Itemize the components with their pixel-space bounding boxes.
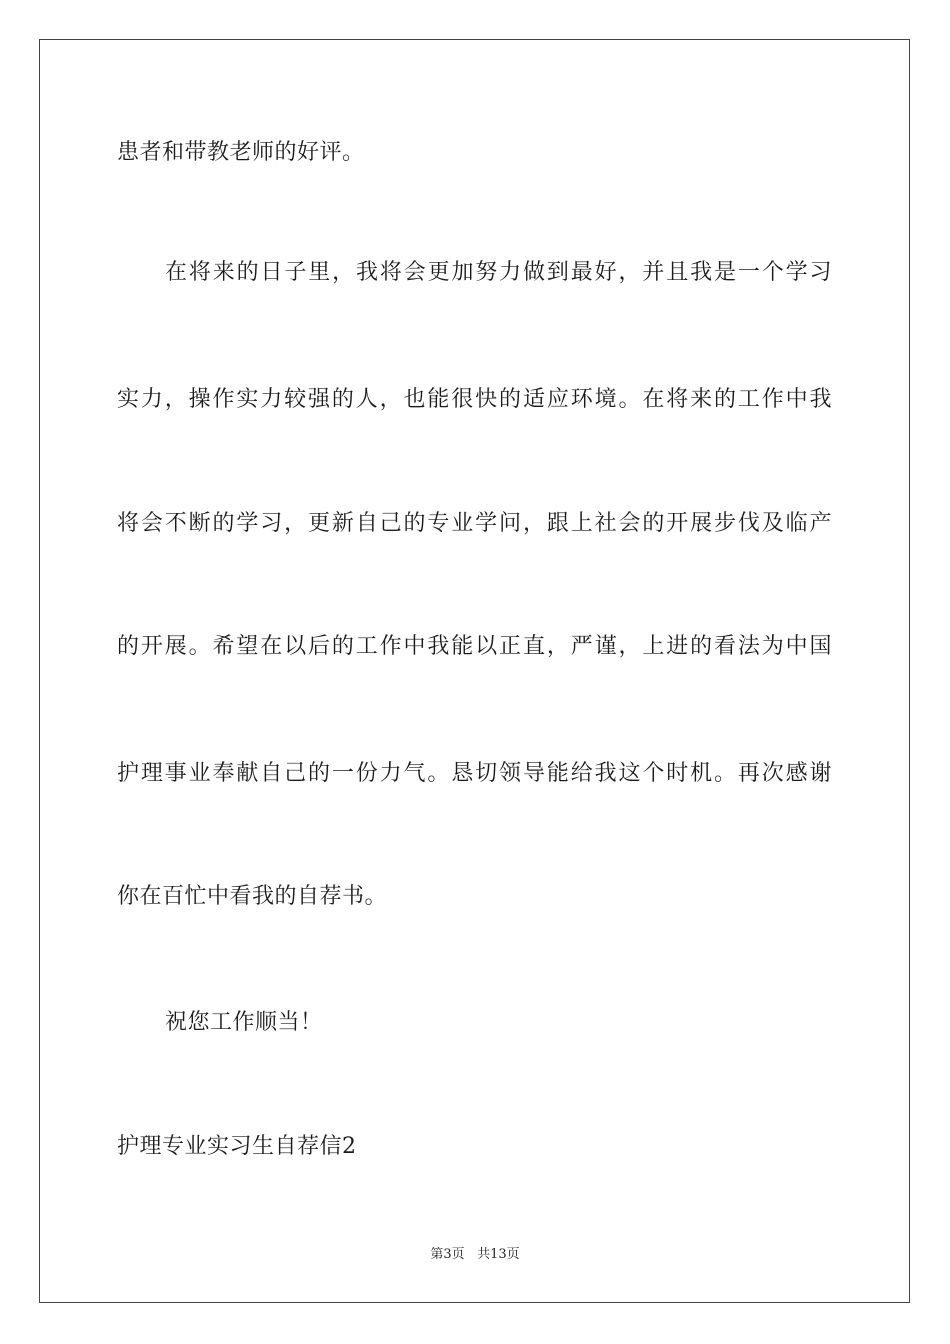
page-total: 共13页 bbox=[477, 1247, 520, 1262]
page-border bbox=[39, 39, 910, 1303]
closing-greeting: 祝您工作顺当！ bbox=[165, 1010, 323, 1035]
body-text-line: 将会不断的学习，更新自己的专业学问，跟上社会的开展步伐及临产 bbox=[117, 511, 832, 536]
body-text-line: 实力，操作实力较强的人，也能很快的适应环境。在将来的工作中我 bbox=[117, 387, 832, 412]
body-text-line: 的开展。希望在以后的工作中我能以正直，严谨，上进的看法为中国 bbox=[117, 634, 832, 659]
page-number: 第3页 bbox=[430, 1247, 465, 1262]
body-text-line: 在将来的日子里，我将会更加努力做到最好，并且我是一个学习 bbox=[165, 260, 832, 285]
body-text-line: 你在百忙中看我的自荐书。 bbox=[117, 884, 388, 909]
body-text-line: 护理事业奉献自己的一份力气。恳切领导能给我这个时机。再次感谢 bbox=[117, 761, 832, 786]
section-heading: 护理专业实习生自荐信2 bbox=[117, 1134, 357, 1159]
page-footer bbox=[0, 1246, 950, 1264]
body-text-line: 患者和带教老师的好评。 bbox=[117, 140, 365, 165]
